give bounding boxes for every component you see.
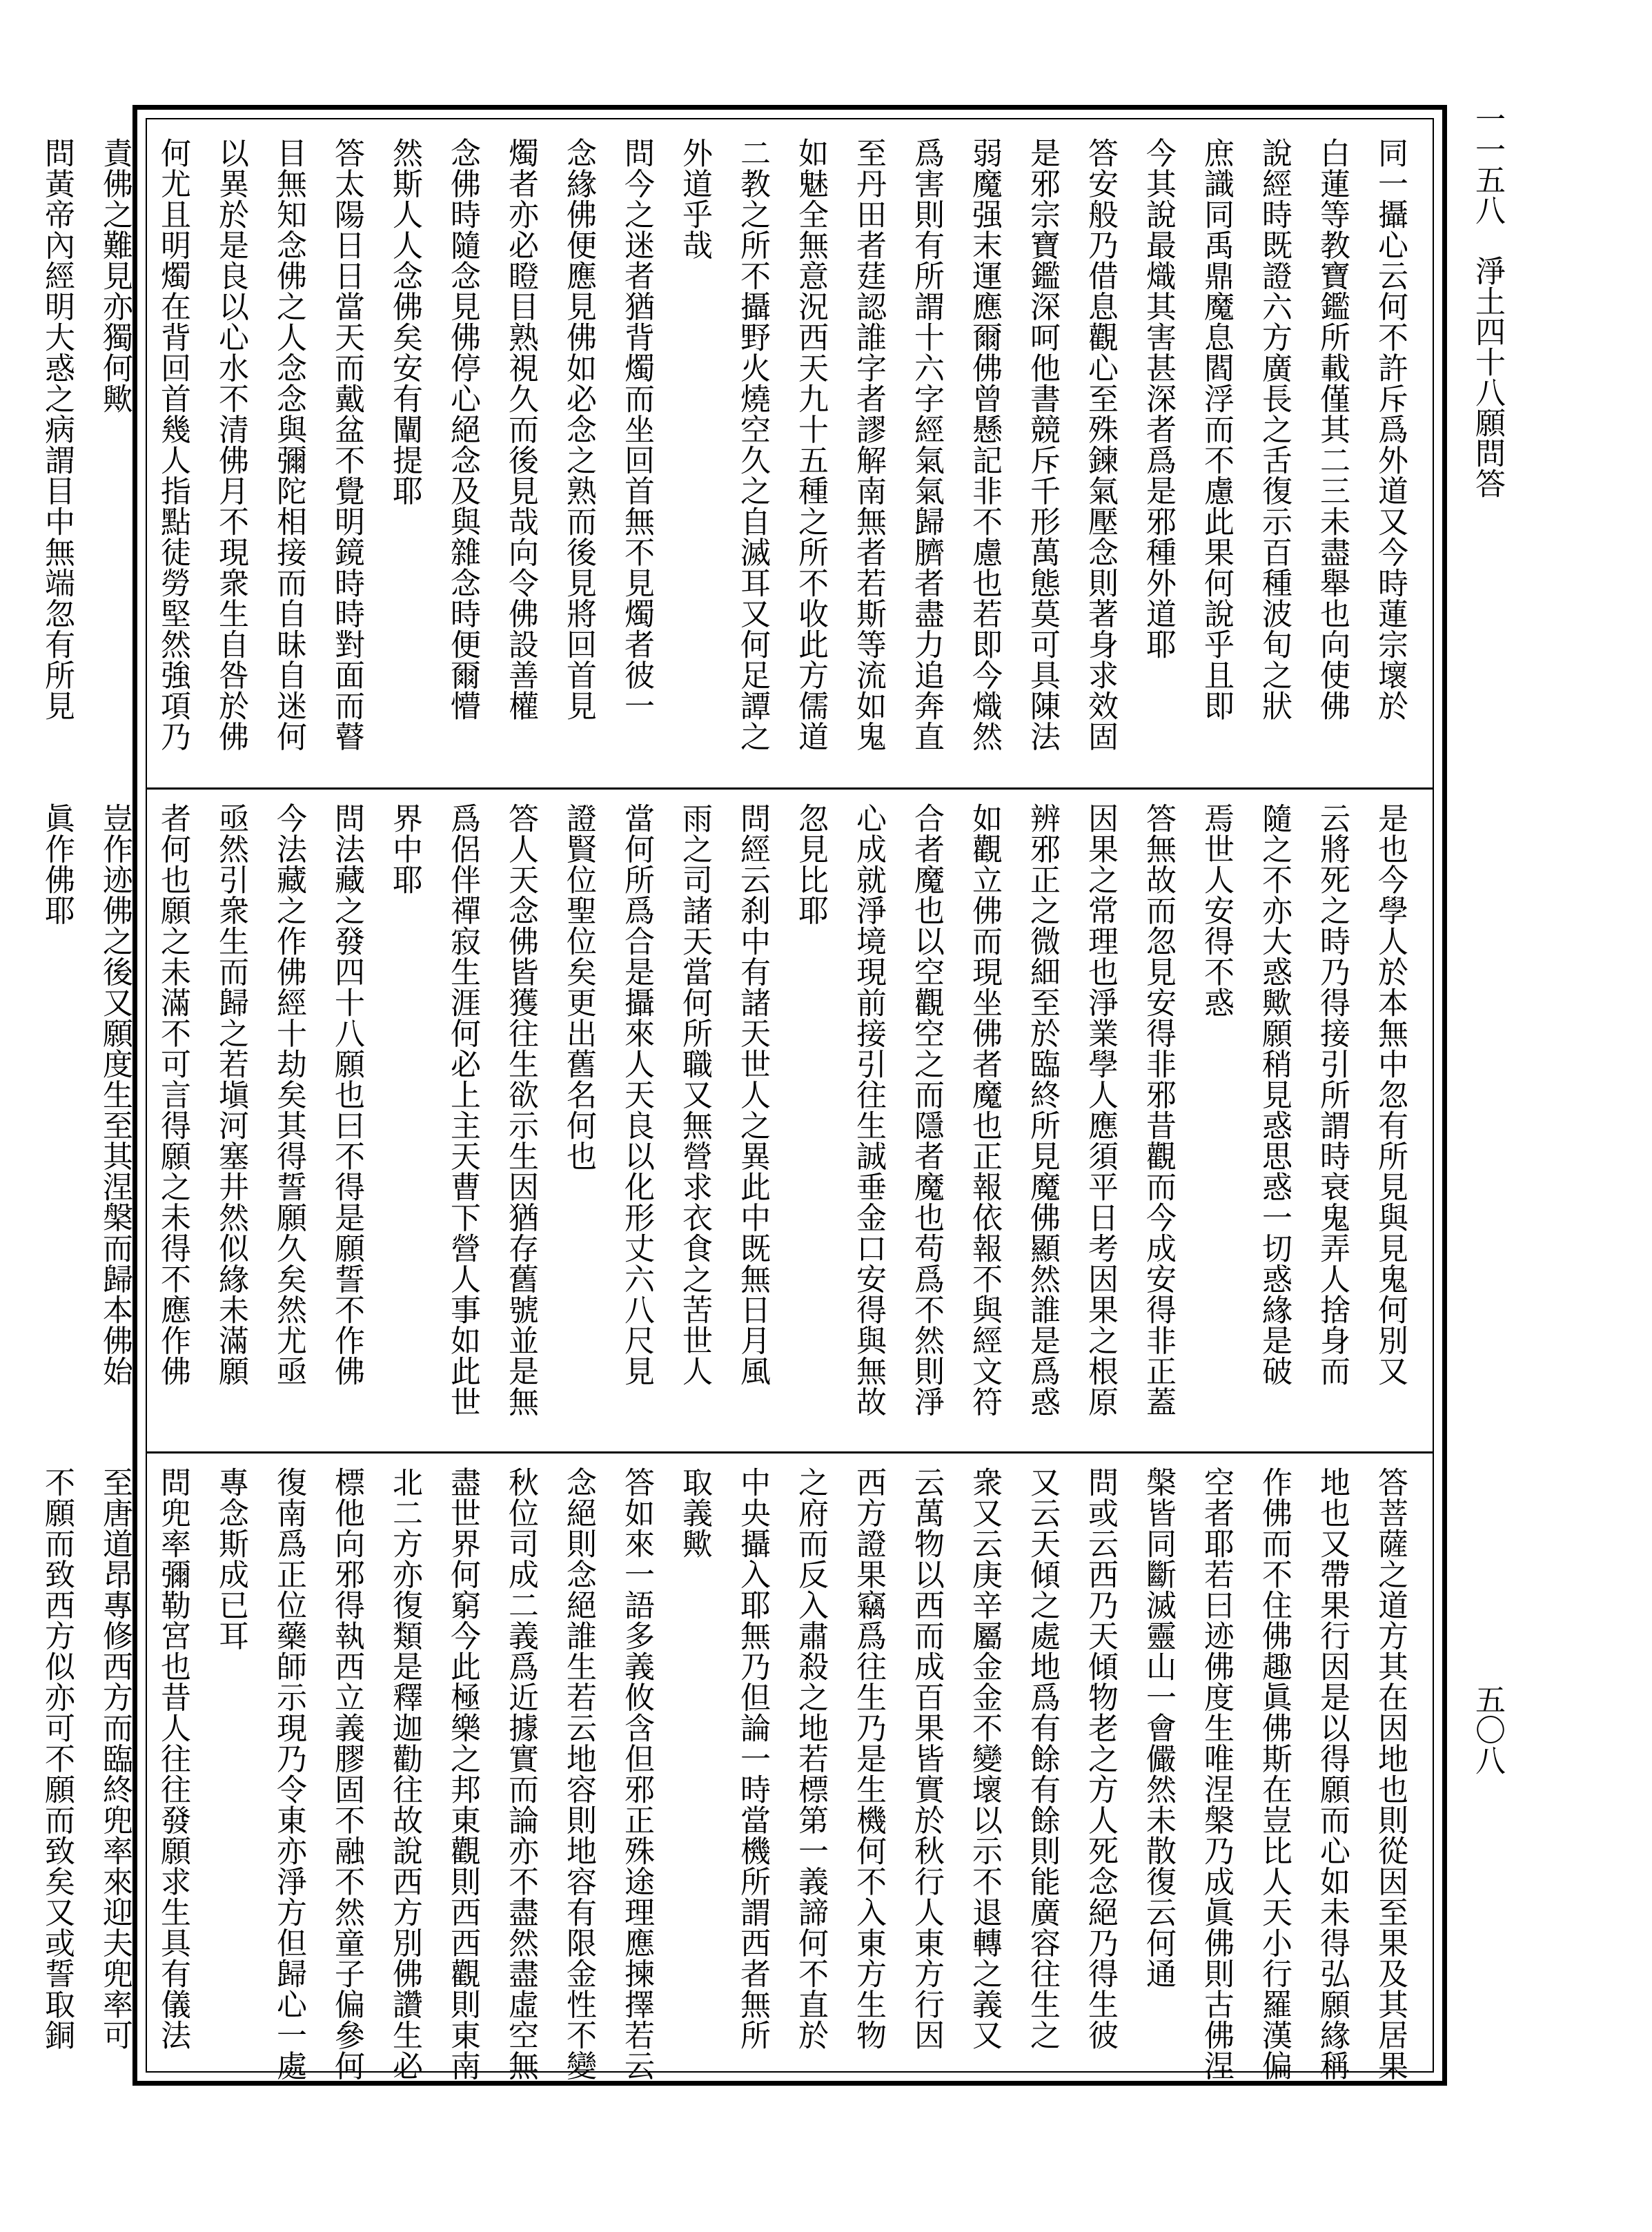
- text-column: 辨邪正之微細至於臨終所見魔佛顯然誰是爲惑: [1025, 803, 1060, 1417]
- text-column: 合者魔也以空觀空之而隱者魔也苟爲不然則淨: [909, 803, 944, 1417]
- text-column: 云萬物以西而成百果皆實於秋行人東方行因: [909, 1467, 944, 2050]
- text-column: 白蓮等教寶鑑所載僅其二三未盡舉也向使佛: [1315, 137, 1350, 721]
- text-column: 心成就淨境現前接引往生誠垂金口安得與無故: [851, 803, 886, 1417]
- text-column: 衆又云庚辛屬金金不變壞以示不退轉之義又: [967, 1467, 1002, 2050]
- text-column: 念佛時隨念見佛停心絕念及與雜念時便爾懵: [445, 137, 480, 721]
- text-column: 之府而反入肅殺之地若標第一義諦何不直於: [793, 1467, 828, 2050]
- text-column: 是邪宗寶鑑深呵他書競斥千形萬態莫可具陳法: [1025, 137, 1060, 752]
- text-column: 如魅全無意況西天九十五種之所不收此方儒道: [793, 137, 828, 752]
- text-column: 念絕則念絕誰生若云地容則地容有限金性不變: [561, 1467, 596, 2081]
- text-column: 目無知念佛之人念念與彌陀相接而自昧自迷何: [271, 137, 306, 752]
- text-column: 至丹田者莛認誰字者謬解南無者若斯等流如鬼: [851, 137, 886, 752]
- text-column: 答太陽日日當天而戴盆不覺明鏡時時對面而瞽: [329, 137, 364, 752]
- text-column: 焉世人安得不惑: [1199, 803, 1234, 1018]
- text-column: 答無故而忽見安得非邪昔觀而今成安得非正蓋: [1141, 803, 1176, 1417]
- text-column: 念緣佛便應見佛如必念之熟而後見將回首見: [561, 137, 596, 721]
- text-column: 至唐道昂專修西方而臨終兜率來迎夫兜率可: [97, 1467, 132, 2050]
- text-column: 北二方亦復類是釋迦勸往故說西方別佛讚生必: [387, 1467, 422, 2081]
- text-column: 說經時既證六方廣長之舌復示百種波旬之狀: [1257, 137, 1292, 721]
- text-column: 外道乎哉: [677, 137, 712, 260]
- text-column: 問黃帝內經明大惑之病謂目中無端忽有所見: [39, 137, 75, 721]
- text-column: 作佛而不住佛趣眞佛斯在豈比人天小行羅漢偏: [1257, 1467, 1292, 2081]
- text-column: 秋位司成二義爲近據實而論亦不盡然盡虛空無: [503, 1467, 538, 2081]
- text-column: 何尤且明燭在背回首幾人指點徒勞堅然強項乃: [155, 137, 190, 752]
- text-column: 二教之所不攝野火燒空久之自滅耳又何足譚之: [735, 137, 770, 752]
- text-column: 當何所爲合是攝來人天良以化形丈六八尺見: [619, 803, 654, 1387]
- text-column: 因果之常理也淨業學人應須平日考因果之根原: [1083, 803, 1118, 1417]
- text-column: 問今之迷者猶背燭而坐回首無不見燭者彼一: [619, 137, 654, 721]
- text-column: 責佛之難見亦獨何歟: [97, 137, 132, 414]
- text-column: 今法藏之作佛經十劫矣其得誓願久矣然尤亟: [271, 803, 306, 1387]
- text-column: 界中耶: [387, 803, 422, 895]
- text-column: 答安般乃借息觀心至殊鍊氣壓念則著身求效固: [1083, 137, 1118, 752]
- section-divider-lower: [147, 1451, 1433, 1453]
- text-column: 以異於是良以心水不清佛月不現衆生自咎於佛: [213, 137, 248, 752]
- text-column: 地也又帶果行因是以得願而心如未得弘願緣稱: [1315, 1467, 1350, 2081]
- text-column: 取義歟: [677, 1467, 712, 1559]
- text-column: 槃皆同斷滅靈山一會儼然未散復云何通: [1141, 1467, 1176, 1989]
- page-frame: [39, 105, 1447, 2086]
- text-column: 中央攝入耶無乃但論一時當機所謂西者無所: [735, 1467, 770, 2050]
- text-column: 豈作迹佛之後又願度生至其涅槃而歸本佛始: [97, 803, 132, 1387]
- text-column: 問法藏之發四十八願也曰不得是願誓不作佛: [329, 803, 364, 1387]
- text-column: 答如來一語多義攸含但邪正殊途理應揀擇若云: [619, 1467, 654, 2081]
- text-section-bottom: [39, 1467, 1419, 2081]
- text-section-middle: [39, 803, 1419, 1438]
- text-column: 隨之不亦大惑歟願稍見惑思惑一切惑緣是破: [1257, 803, 1292, 1387]
- text-column: 今其說最熾其害甚深者爲是邪種外道耶: [1141, 137, 1176, 660]
- section-divider-upper: [147, 787, 1433, 790]
- text-column: 爲害則有所謂十六字經氣氣歸臍者盡力追奔直: [909, 137, 944, 752]
- text-column: 空者耶若曰迹佛度生唯涅槃乃成眞佛則古佛涅: [1199, 1467, 1234, 2081]
- text-column: 盡世界何窮今此極樂之邦東觀則西西觀則東南: [445, 1467, 480, 2081]
- text-column: 證賢位聖位矣更出舊名何也: [561, 803, 596, 1171]
- text-column: 不願而致西方似亦可不願而致矣又或誓取銅: [39, 1467, 75, 2050]
- running-head: 一一五八 淨土四十八願問答: [1470, 104, 1505, 498]
- text-column: 問經云刹中有諸天世人之異此中既無日月風: [735, 803, 770, 1387]
- text-column: 答菩薩之道方其在因地也則從因至果及其居果: [1373, 1467, 1408, 2081]
- text-column: 眞作佛耶: [39, 803, 75, 926]
- text-column: 然斯人人念佛矣安有闡提耶: [387, 137, 422, 506]
- text-section-top: [39, 137, 1419, 772]
- text-column: 專念斯成已耳: [213, 1467, 248, 1651]
- text-column: 西方證果竊爲往生乃是生機何不入東方生物: [851, 1467, 886, 2050]
- text-column: 亟然引衆生而歸之若塡河塞井然似緣未滿願: [213, 803, 248, 1387]
- text-column: 問或云西乃天傾物老之方人死念絕乃得生彼: [1083, 1467, 1118, 2050]
- text-column: 同一攝心云何不許斥爲外道又今時蓮宗壞於: [1373, 137, 1408, 721]
- text-column: 答人天念佛皆獲往生欲示生因猶存舊號並是無: [503, 803, 538, 1417]
- text-column: 標他向邪得執西立義膠固不融不然童子偏參何: [329, 1467, 364, 2081]
- text-column: 弱魔强末運應爾佛曾懸記非不慮也若即今熾然: [967, 137, 1002, 752]
- text-column: 又云天傾之處地爲有餘有餘則能廣容往生之: [1025, 1467, 1060, 2050]
- text-column: 如觀立佛而現坐佛者魔也正報依報不與經文符: [967, 803, 1002, 1417]
- text-column: 是也今學人於本無中忽有所見與見鬼何別又: [1373, 803, 1408, 1387]
- text-column: 燭者亦必瞪目熟視久而後見哉向令佛設善權: [503, 137, 538, 721]
- text-column: 問兜率彌勒宮也昔人往往發願求生具有儀法: [155, 1467, 190, 2050]
- text-column: 雨之司諸天當何所職又無營求衣食之苦世人: [677, 803, 712, 1387]
- text-column: 者何也願之未滿不可言得願之未得不應作佛: [155, 803, 190, 1387]
- text-column: 復南爲正位藥師示現乃令東亦淨方但歸心一處: [271, 1467, 306, 2081]
- text-column: 云將死之時乃得接引所謂時衰鬼弄人捨身而: [1315, 803, 1350, 1387]
- text-column: 爲侶伴禪寂生涯何必上主天曹下營人事如此世: [445, 803, 480, 1417]
- page-number: 五〇八: [1470, 1684, 1505, 1775]
- page-frame-inner: [39, 118, 1434, 2081]
- text-column: 忽見比耶: [793, 803, 828, 926]
- text-column: 庶識同禹鼎魔息閻浮而不慮此果何說乎且即: [1199, 137, 1234, 721]
